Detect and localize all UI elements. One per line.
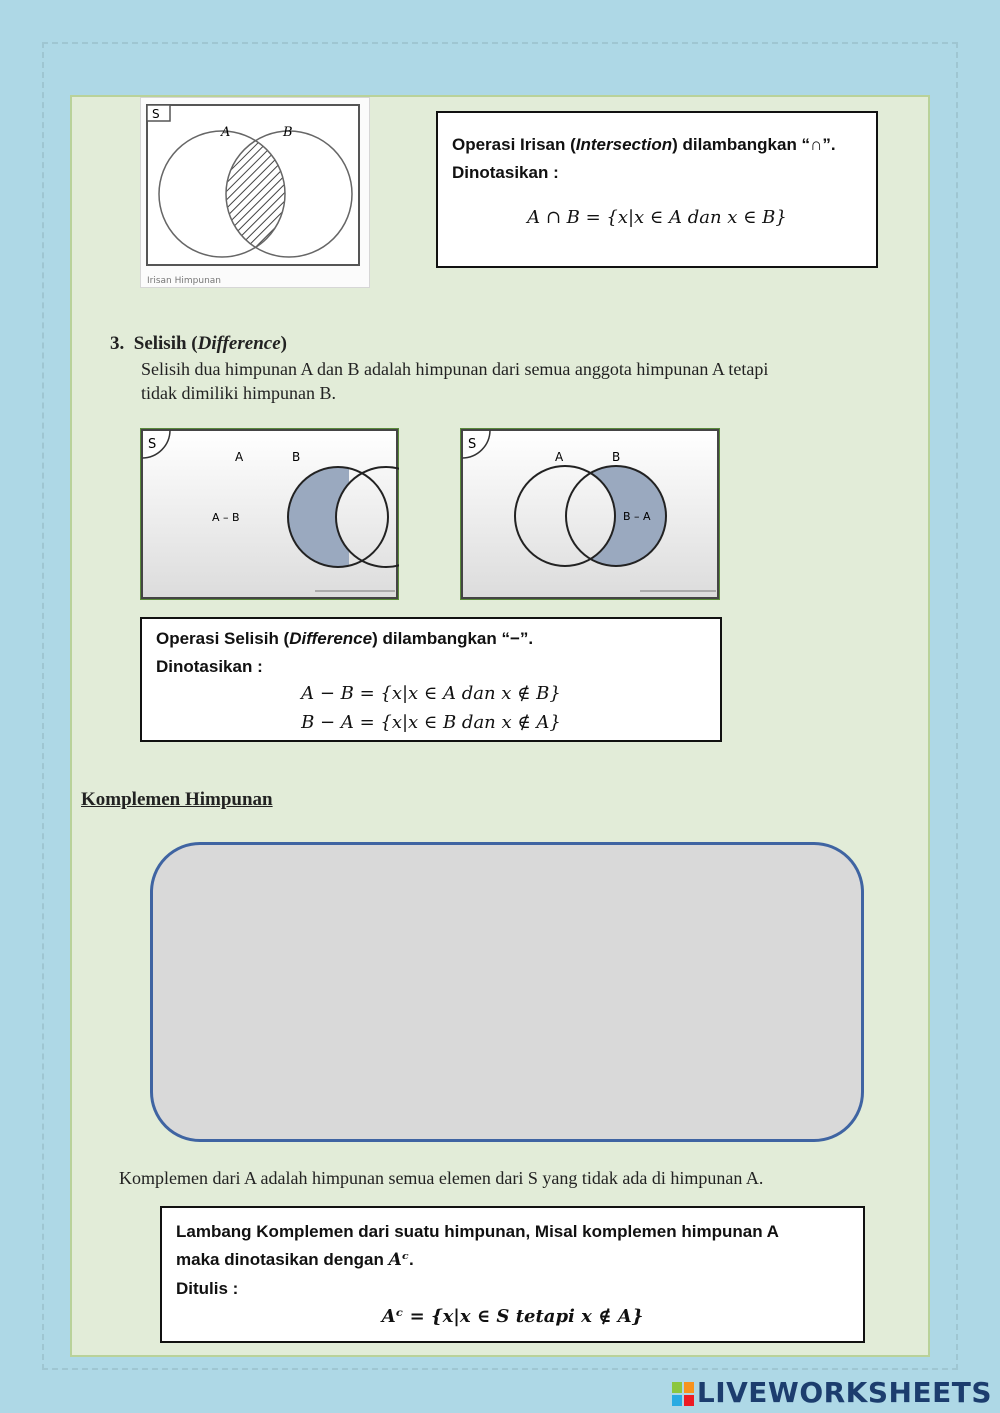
difference-a-minus-b-diagram [140, 428, 399, 600]
liveworksheets-logo [672, 1376, 992, 1409]
brand-icon [672, 1382, 694, 1406]
brand-name: LIVEWORKSHEETS [696, 1376, 992, 1409]
diagram-caption: Irisan Himpunan [147, 276, 221, 286]
complement-title: Komplemen Himpunan [81, 789, 273, 810]
label-b: B [283, 125, 293, 140]
complement-line1: Lambang Komplemen dari suatu himpunan, Misal komplemen himpunan A [176, 1222, 779, 1241]
label-b: B [292, 450, 301, 464]
universe-label: S [152, 107, 160, 121]
difference-definition-box [140, 617, 722, 742]
label-a: A [555, 450, 564, 464]
complement-formula: Aᶜ = {x|x ∈ S tetapi x ∉ A} [381, 1306, 644, 1327]
intersection-notation-label: Dinotasikan : [452, 163, 559, 182]
complement-description: Komplemen dari A adalah himpunan semua elemen dari S yang tidak ada di himpunan A. [119, 1168, 764, 1188]
difference-description-line2: tidak dimiliki himpunan B. [141, 383, 336, 403]
label-a: A [235, 450, 244, 464]
complement-diagram-placeholder [150, 842, 864, 1142]
intersection-formula: A ∩ B = {x|x ∈ A dan x ∈ B} [527, 207, 787, 228]
region-label: B – A [623, 510, 651, 523]
difference-operation-line: Operasi Selisih (Difference) dilambangkan “−”. [156, 629, 534, 648]
label-a: A [221, 125, 231, 140]
label-b: B [612, 450, 621, 464]
complement-definition-box [160, 1206, 865, 1343]
complement-written-label: Ditulis : [176, 1279, 239, 1298]
difference-description-line1: Selisih dua himpunan A dan B adalah himpunan dari semua anggota himpunan A tetapi [141, 359, 769, 379]
universe-label: S [468, 437, 477, 452]
universe-label: S [148, 437, 157, 452]
region-label: A – B [212, 511, 240, 524]
intersection-definition-box [436, 111, 878, 268]
difference-notation-label: Dinotasikan : [156, 657, 263, 676]
intersection-operation-line: Operasi Irisan (Intersection) dilambangkan “∩”. [452, 135, 836, 154]
complement-line2: maka dinotasikan dengan Aᶜ. [176, 1250, 414, 1270]
difference-formula-a-minus-b: A − B = {x|x ∈ A dan x ∉ B} [301, 683, 561, 704]
intersection-venn-diagram [140, 97, 370, 288]
difference-formula-b-minus-a: B − A = {x|x ∈ B dan x ∉ A} [301, 712, 561, 733]
difference-heading: 3. Selisih (Difference) [110, 333, 287, 354]
difference-b-minus-a-diagram [460, 428, 720, 600]
